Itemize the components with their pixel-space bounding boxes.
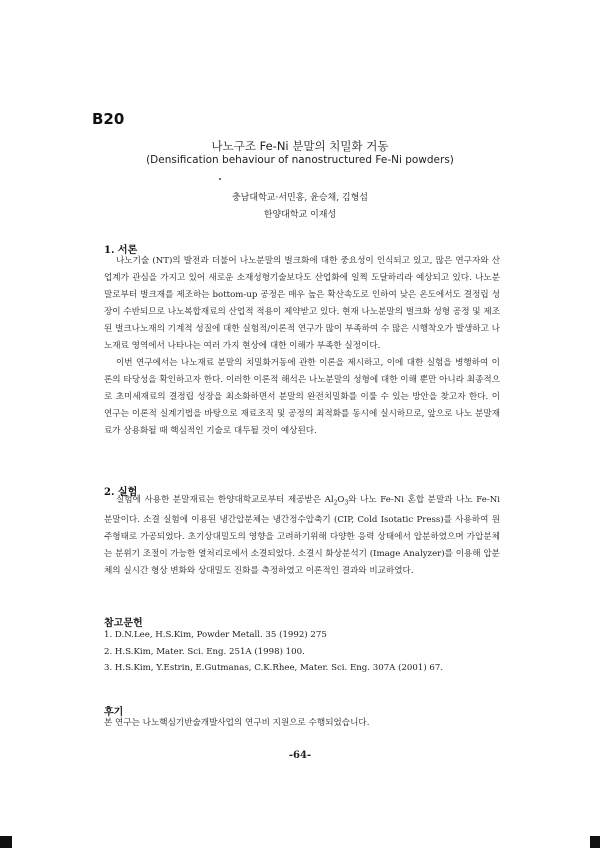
references-heading: 참고문헌	[104, 618, 143, 629]
scan-edge-mark	[0, 836, 12, 848]
affiliation: 한양대학교 이재성	[263, 210, 337, 220]
title-english: (Densification behaviour of nanostructured Fe-Ni powders)	[146, 154, 454, 166]
intro-heading: 1. 서론	[104, 245, 138, 256]
reference-item: 2. H.S.Kim, Mater. Sci. Eng. 251A (1998) 100.	[104, 646, 305, 657]
experiment-heading: 2. 실험	[104, 487, 138, 498]
acknowledgement-heading: 후기	[104, 707, 124, 718]
experiment-paragraph: 실험에 사용한 분말재료는 한양대학교로부터 제공받은 $Al_2O_3$와 나노 Fe-Ni 혼합 분말과 나노 Fe-Ni 분말이다. 소결 실험에 이용된 냉간압분체는 냉간정수압축기 (CIP, Cold Isotatic Press)를 사용하여 원주형태로 가공되었다. 초기상대밀도의 영향을 고려하기위해 다양한 응력 상태에서 압분하였으며 가압분체는 분위기 조절이 가능한 열처리로에서 소결되었다. 소결시 화상분석기 (Image Analyzer)를 이용해 압분체의 실시간 형상 변화와 상대밀도 진화를 측정하였고 이론적인 결과와 비교하였다.	[104, 495, 501, 576]
acknowledgement-text: 본 연구는 나노핵심기반술개발사업의 연구비 지원으로 수행되었습니다.	[104, 718, 370, 728]
title-korean: 나노구조 Fe-Ni 분말의 치밀화 거동	[211, 139, 389, 153]
reference-item: 1. D.N.Lee, H.S.Kim, Powder Metall. 35 (1992) 275	[104, 630, 327, 640]
intro-paragraph-2: 이번 연구에서는 나노재료 분말의 치밀화거동에 관한 이론을 제시하고, 이에 대한 실험을 병행하여 이론의 타당성을 확인하고자 한다. 이러한 이론적 해석은 나노분말의 성형에 대한 이해 뿐만 아니라 최종적으로 초미세재료의 결정립 성장을 최소화하면서 분말의 완전치밀화를 이룰 수 있는 방안을 찾고자 한다. 이 연구는 이론적 실계기법을 바탕으로 재료조직 및 공정의 최적화를 동시에 실시하므로, 앞으로 나노 분말재료가 상용화될 때 핵심적인 기술로 대두될 것이 예상된다.	[104, 358, 500, 436]
scan-edge-mark	[590, 836, 600, 848]
page-number: -64-	[288, 750, 312, 761]
references-list	[104, 627, 500, 677]
stray-dot	[219, 178, 221, 180]
authors: 충남대학교·서민홍, 윤승채, 김형섭	[231, 193, 369, 203]
abstract-code: B20	[92, 110, 125, 128]
intro-paragraph-1: 나노기술 (NT)의 발전과 더불어 나노분말의 벌크화에 대한 중요성이 인식되고 있고, 많은 연구자와 산업계가 관심을 가지고 있어 새로운 소재성형기술보다도 산업화에 일찍 도달하리라 예상되고 있다. 나노분말로부터 벌크재를 제조하는 bottom-up 공정은 매우 높은 확산속도로 인하여 낮은 온도에서도 결정립 성장이 수반되므로 나노복합재료의 산업적 적용이 제약받고 있다. 현재 나노분말의 벌크화 성형 공정 및 제조된 벌크나노재의 기계적 성질에 대한 실험적/이론적 연구가 많이 부족하여 수 많은 시행착오가 발생하고 나노재료 영역에서 나타나는 여러 가지 현상에 대한 이해가 부족한 실정이다.	[104, 256, 500, 351]
reference-item: 3. H.S.Kim, Y.Estrin, E.Gutmanas, C.K.Rhee, Mater. Sci. Eng. 307A (2001) 67.	[104, 663, 444, 673]
